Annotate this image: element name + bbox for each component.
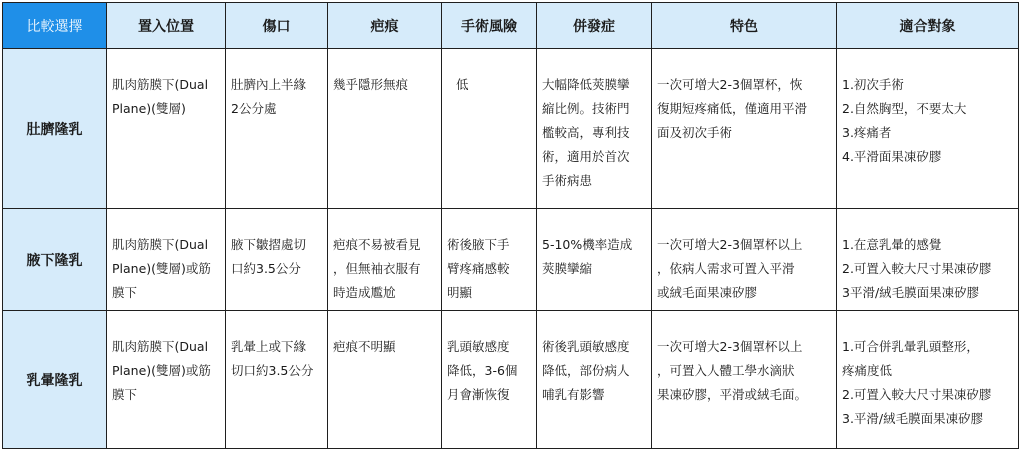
table-cell bbox=[652, 311, 837, 449]
table-cell bbox=[837, 209, 1019, 311]
table-cell bbox=[328, 49, 442, 209]
column-header-complications: 併發症 bbox=[537, 3, 652, 49]
table-cell bbox=[226, 209, 328, 311]
cell-text: 腋下皺摺處切 口約3.5公分 bbox=[231, 237, 307, 276]
table-cell bbox=[328, 311, 442, 449]
column-header-scar: 疤痕 bbox=[328, 3, 442, 49]
table-row bbox=[3, 49, 1019, 209]
table-cell bbox=[652, 49, 837, 209]
cell-text: 肚臍內上半緣 2公分處 bbox=[231, 77, 307, 116]
cell-text: 疤痕不明顯 bbox=[333, 339, 396, 354]
table-cell bbox=[442, 49, 537, 209]
table-cell bbox=[537, 49, 652, 209]
cell-text: 乳暈上或下緣 切口約3.5公分 bbox=[231, 339, 314, 378]
row-header: 乳暈隆乳 bbox=[3, 311, 107, 449]
table-row bbox=[3, 209, 1019, 311]
table-cell bbox=[837, 49, 1019, 209]
column-header-suitable-for: 適合對象 bbox=[837, 3, 1019, 49]
cell-text: 肌肉筋膜下(Dual Plane)(雙層)或筋 膜下 bbox=[112, 339, 211, 402]
cell-text: 肌肉筋膜下(Dual Plane)(雙層) bbox=[112, 77, 209, 116]
table-cell bbox=[226, 49, 328, 209]
cell-text: 術後腋下手 臂疼痛感較 明顯 bbox=[447, 237, 510, 300]
cell-text: 1.在意乳暈的感覺 2.可置入較大尺寸果凍矽膠 3平滑/絨毛膜面果凍矽膠 bbox=[842, 237, 992, 300]
cell-text: 低 bbox=[456, 77, 469, 92]
cell-text: 1.初次手術 2.自然胸型，不要太大 3.疼痛者 4.平滑面果凍矽膠 bbox=[842, 77, 967, 164]
cell-text: 一次可增大2-3個罩杯，恢 復期短疼痛低，僅適用平滑 面及初次手術 bbox=[657, 77, 808, 140]
cell-text: 一次可增大2-3個罩杯以上 ，依病人需求可置入平滑 或絨毛面果凍矽膠 bbox=[657, 237, 803, 300]
table-cell bbox=[442, 209, 537, 311]
column-header-incision: 傷口 bbox=[226, 3, 328, 49]
comparison-table bbox=[2, 2, 1019, 449]
row-header: 腋下隆乳 bbox=[3, 209, 107, 311]
table-cell bbox=[837, 311, 1019, 449]
cell-text: 大幅降低莢膜攣 縮比例。技術門 檻較高，專利技 術，適用於首次 手術病患 bbox=[542, 77, 630, 188]
table-row bbox=[3, 311, 1019, 449]
table-cell bbox=[537, 311, 652, 449]
corner-header: 比較選擇 bbox=[3, 3, 107, 49]
table-cell bbox=[226, 311, 328, 449]
table-cell bbox=[442, 311, 537, 449]
cell-text: 肌肉筋膜下(Dual Plane)(雙層)或筋 膜下 bbox=[112, 237, 211, 300]
header-row bbox=[3, 3, 1019, 49]
cell-text: 乳頭敏感度 降低，3-6個 月會漸恢復 bbox=[447, 339, 518, 402]
table-cell bbox=[328, 209, 442, 311]
table-cell bbox=[107, 209, 226, 311]
table-cell bbox=[537, 209, 652, 311]
cell-text: 幾乎隱形無痕 bbox=[333, 77, 409, 92]
cell-text: 術後乳頭敏感度 降低，部份病人 哺乳有影響 bbox=[542, 339, 630, 402]
table-cell bbox=[107, 311, 226, 449]
cell-text: 5-10%機率造成 莢膜攣縮 bbox=[542, 237, 633, 276]
table-cell bbox=[107, 49, 226, 209]
column-header-risk: 手術風險 bbox=[442, 3, 537, 49]
cell-text: 一次可增大2-3個罩杯以上 ，可置入人體工學水滴狀 果凍矽膠，平滑或絨毛面。 bbox=[657, 339, 808, 402]
table-cell bbox=[652, 209, 837, 311]
column-header-features: 特色 bbox=[652, 3, 837, 49]
cell-text: 疤痕不易被看見 ，但無袖衣服有 時造成尷尬 bbox=[333, 237, 421, 300]
cell-text: 1.可合併乳暈乳頭整形， 疼痛度低 2.可置入較大尺寸果凍矽膠 3.平滑/絨毛膜面果凍矽膠 bbox=[842, 339, 992, 426]
row-header: 肚臍隆乳 bbox=[3, 49, 107, 209]
column-header-placement: 置入位置 bbox=[107, 3, 226, 49]
